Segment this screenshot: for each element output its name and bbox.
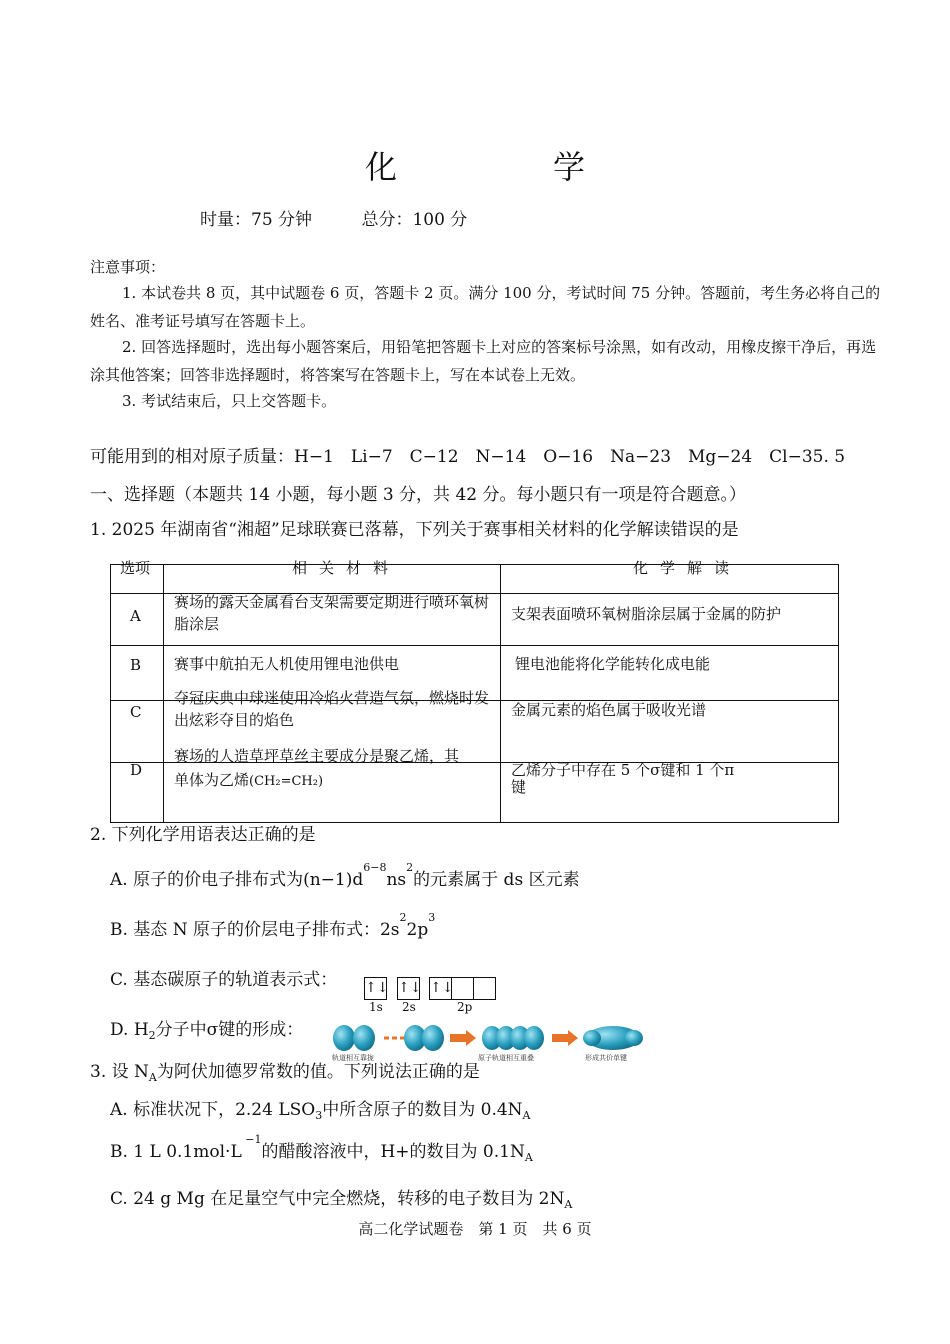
orbital-lobe bbox=[524, 1026, 544, 1050]
row-b-reading: 锂电池能将化学能转化成电能 bbox=[515, 655, 711, 673]
atomic-masses: 可能用到的相对原子质量：H−1 Li−7 C−12 N−14 O−16 Na−23 Mg−24 Cl−35. 5 bbox=[90, 447, 846, 467]
orbital-lobe bbox=[583, 1030, 601, 1046]
orbital-box-1s: ↑↓ bbox=[364, 977, 387, 1000]
orbital-box-2p-1: ↑↓ bbox=[429, 977, 452, 1000]
row-d-reading-line2: 键 bbox=[511, 778, 527, 796]
note-item: 3. 考试结束后，只上交答题卡。 bbox=[122, 392, 337, 410]
row-d-material-line2: 单体为乙烯(CH₂=CH₂) bbox=[174, 771, 324, 789]
question-2-option-b: B. 基态 N 原子的价层电子排布式：$2s^22p^3$ bbox=[110, 911, 436, 940]
orbital-box-2s: ↑↓ bbox=[397, 977, 420, 1000]
table-header-reading: 化学解读 bbox=[633, 559, 742, 577]
row-b-option: B bbox=[130, 656, 142, 674]
orbital-label-1s: 1s bbox=[369, 1000, 383, 1014]
orbital-label-2p: 2p bbox=[457, 1000, 473, 1014]
notes-heading: 注意事项： bbox=[90, 258, 166, 276]
question-1-stem: 1. 2025 年湖南省“湘超”足球联赛已落幕，下列关于赛事相关材料的化学解读错误的是 bbox=[90, 520, 739, 540]
sigma-label-1: 轨道相互靠拢 bbox=[332, 1054, 374, 1062]
row-a-material: 赛场的露天金属看台支架需要定期进行喷环氧树脂涂层 bbox=[174, 593, 490, 633]
question-2-option-d: D. $H_2$分子中σ键的形成： bbox=[110, 1020, 304, 1042]
row-a-reading: 支架表面喷环氧树脂涂层属于金属的防护 bbox=[511, 605, 782, 623]
section-heading: 一、选择题（本题共 14 小题，每小题 3 分，共 42 分。每小题只有一项是符合题意。） bbox=[90, 485, 747, 505]
question-3-stem: 3. 设 $N_A$为阿伏加德罗常数的值。下列说法正确的是 bbox=[90, 1062, 480, 1084]
row-c-reading: 金属元素的焰色属于吸收光谱 bbox=[511, 701, 707, 719]
orbital-lobe bbox=[333, 1025, 355, 1051]
time-limit: 时量：75 分钟 bbox=[200, 210, 313, 230]
exam-meta bbox=[200, 205, 467, 230]
question-3-option-b: B. 1 L 0.1mol·L $^{-1}$的醋酸溶液中，H+的数目为 $0.1N_A$ bbox=[110, 1133, 533, 1164]
orbital-lobe bbox=[422, 1025, 444, 1051]
arrow-icon bbox=[450, 1030, 476, 1046]
row-d-reading: 乙烯分子中存在 5 个σ键和 1 个π bbox=[511, 761, 735, 779]
orbital-box-2p-2 bbox=[451, 977, 474, 1000]
row-c-material: 夺冠庆典中球迷使用冷焰火营造气氛，燃烧时发出炫彩夺目的焰色 bbox=[174, 689, 490, 729]
row-c-option: C bbox=[130, 703, 142, 721]
orbital-lobe bbox=[625, 1030, 643, 1046]
sigma-bond-diagram bbox=[320, 1018, 650, 1056]
orbital-label-2s: 2s bbox=[402, 1000, 416, 1014]
question-2-option-a: A. 原子的价电子排布式为$(n-1)d^{6-8}ns^2$的元素属于 ds 区元素 bbox=[110, 861, 580, 890]
table-header-option: 选项 bbox=[120, 559, 151, 577]
orbital-lobe bbox=[353, 1025, 375, 1051]
question-2-stem: 2. 下列化学用语表达正确的是 bbox=[90, 825, 316, 845]
row-a-option: A bbox=[130, 607, 141, 625]
sigma-label-2: 原子轨道相互重叠 bbox=[478, 1054, 534, 1062]
page-footer: 高二化学试题卷 第 1 页 共 6 页 bbox=[358, 1220, 592, 1238]
row-b-material: 赛事中航拍无人机使用锂电池供电 bbox=[174, 655, 400, 673]
note-item: 1. 本试卷共 8 页，其中试题卷 6 页，答题卡 2 页。满分 100 分，考试时间 75 分钟。答题前，考生务必将自己的姓名、准考证号填写在答题卡上。 bbox=[90, 284, 881, 330]
sigma-label-3: 形成共价单键 bbox=[585, 1054, 627, 1062]
question-3-option-c: C. 24 g Mg 在足量空气中完全燃烧，转移的电子数目为 $2N_A$ bbox=[110, 1189, 573, 1211]
row-d-material: 赛场的人造草坪草丝主要成分是聚乙烯，其 bbox=[174, 747, 460, 765]
page-title: 化 学 bbox=[364, 148, 647, 186]
arrow-icon bbox=[552, 1030, 578, 1046]
table-header-material: 相关材料 bbox=[292, 559, 401, 577]
note-item: 2. 回答选择题时，选出每小题答案后，用铅笔把答题卡上对应的答案标号涂黑，如有改动，用橡皮擦干净后，再选涂其他答案；回答非选择题时，将答案写在答题卡上，写在本试卷上无效。 bbox=[90, 338, 877, 384]
question-2-option-c: C. 基态碳原子的轨道表示式： bbox=[110, 970, 338, 990]
row-d-option: D bbox=[130, 761, 143, 779]
question-3-option-a: A. 标准状况下，2.24 $LSO_3$中所含原子的数目为 $0.4N_A$ bbox=[110, 1100, 531, 1122]
total-score: 总分：100 分 bbox=[361, 210, 468, 230]
orbital-box-2p-3 bbox=[473, 977, 496, 1000]
